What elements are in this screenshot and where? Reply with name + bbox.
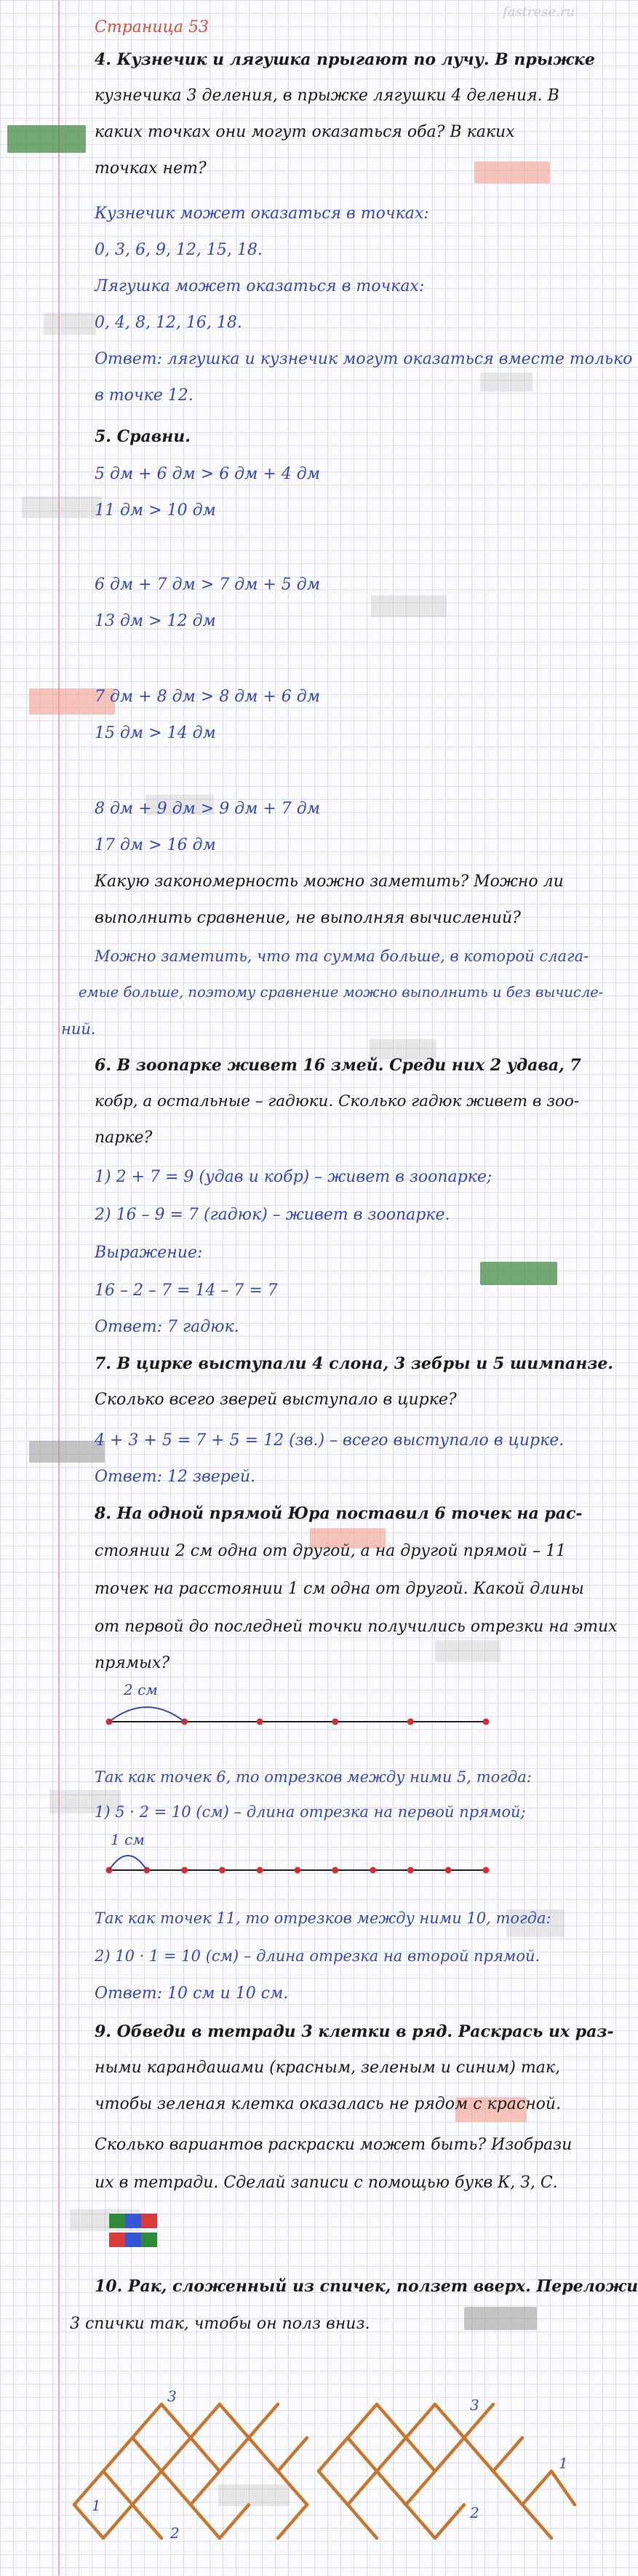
task5-expression: 8 дм + 9 дм > 9 дм + 7 дм <box>95 800 320 818</box>
task5-answer: ний. <box>61 1020 96 1038</box>
match-label: 3 <box>470 2396 479 2414</box>
task5-answer: Можно заметить, что та сумма больше, в которой слага- <box>95 947 589 965</box>
task4-question: точках нет? <box>95 159 207 178</box>
task5-expression: 15 дм > 14 дм <box>95 724 216 742</box>
task8-answer: Так как точек 11, то отрезков между ними 10, тогда: <box>95 1909 551 1927</box>
task8-answer: 2) 10 · 1 = 10 (см) – длина отрезка на второй прямой. <box>95 1947 541 1965</box>
task9-question: их в тетради. Сделай записи с помощью букв К, З, С. <box>95 2174 558 2192</box>
task4-answer: Кузнечик может оказаться в точках: <box>95 204 429 223</box>
task10-question: 3 спички так, чтобы он полз вниз. <box>70 2315 370 2333</box>
task9-question: 9. Обведи в тетради 3 клетки в ряд. Раскрась их раз- <box>95 2022 614 2041</box>
task4-answer: 0, 3, 6, 9, 12, 15, 18. <box>95 241 263 259</box>
task4-question: 4. Кузнечик и лягушка прыгают по лучу. В прыжке <box>95 50 595 69</box>
task5-answer: емые больше, поэтому сравнение можно выполнить и без вычисле- <box>79 984 604 1001</box>
task5-expression: 5 дм + 6 дм > 6 дм + 4 дм <box>95 465 320 483</box>
task5-expression: 7 дм + 8 дм > 8 дм + 6 дм <box>95 688 320 706</box>
task8-answer: Так как точек 6, то отрезков между ними 5, тогда: <box>95 1768 532 1786</box>
task5-expression: 6 дм + 7 дм > 7 дм + 5 дм <box>95 576 320 594</box>
task7-answer: Ответ: 12 зверей. <box>95 1468 256 1486</box>
task6-answer: 2) 16 – 9 = 7 (гадюк) – живет в зоопарке. <box>95 1206 450 1224</box>
match-label: 2 <box>470 2504 479 2521</box>
segment-label-1cm: 1 см <box>111 1831 145 1848</box>
task6-question: кобр, а остальные – гадюки. Сколько гадюк живет в зоо- <box>95 1092 580 1110</box>
task5-question: Какую закономерность можно заметить? Можно ли <box>95 872 564 891</box>
task6-answer: Ответ: 7 гадюк. <box>95 1318 239 1336</box>
watermark: fastrese.ru <box>503 4 575 20</box>
task10-question: 10. Рак, сложенный из спичек, ползет вверх. Переложи <box>95 2277 638 2296</box>
task4-answer: 0, 4, 8, 12, 16, 18. <box>95 314 242 332</box>
task5-expression: 13 дм > 12 дм <box>95 612 216 630</box>
segment-label-2cm: 2 см <box>124 1681 158 1698</box>
matchsticks-right <box>319 2404 575 2538</box>
task4-answer: в точке 12. <box>95 386 194 405</box>
task4-question: кузнечика 3 деления, в прыжке лягушки 4 деления. В <box>95 87 559 105</box>
task6-answer: 1) 2 + 7 = 9 (удав и кобр) – живет в зоопарке; <box>95 1168 493 1186</box>
task8-question: 8. На одной прямой Юра поставил 6 точек на рас- <box>95 1504 583 1523</box>
task5-question: выполнить сравнение, не выполняя вычислений? <box>95 909 521 927</box>
task6-question: 6. В зоопарке живет 16 змей. Среди них 2 удава, 7 <box>95 1056 581 1075</box>
task8-answer: 1) 5 · 2 = 10 (см) – длина отрезка на первой прямой; <box>95 1803 526 1821</box>
match-label: 1 <box>92 2497 101 2514</box>
task4-answer: Лягушка может оказаться в точках: <box>95 277 425 295</box>
task9-question: ными карандашами (красным, зеленым и синим) так, <box>95 2059 560 2077</box>
task6-answer: Выражение: <box>95 1244 203 1262</box>
task6-question: парке? <box>95 1129 153 1147</box>
task8-question: стоянии 2 см одна от другой, а на другой прямой – 11 <box>95 1542 567 1560</box>
match-label: 2 <box>170 2524 180 2542</box>
task7-question: 7. В цирке выступали 4 слона, 3 зебры и 5 шимпанзе. <box>95 1354 614 1373</box>
task7-answer: 4 + 3 + 5 = 7 + 5 = 12 (зв.) – всего выступало в цирке. <box>95 1431 565 1450</box>
task8-question: прямых? <box>95 1654 170 1672</box>
match-label: 1 <box>559 2454 568 2472</box>
task5-expression: 17 дм > 16 дм <box>95 836 216 854</box>
task6-answer: 16 – 2 – 7 = 14 – 7 = 7 <box>95 1281 278 1300</box>
task9-question: Сколько вариантов раскраски может быть? Изобрази <box>95 2136 573 2154</box>
task8-answer: Ответ: 10 см и 10 см. <box>95 1984 289 2003</box>
task5-title: 5. Сравни. <box>95 427 191 446</box>
task7-question: Сколько всего зверей выступало в цирке? <box>95 1391 457 1409</box>
match-label: 3 <box>167 2388 177 2405</box>
task9-question: чтобы зеленая клетка оказалась не рядом с красной. <box>95 2095 562 2113</box>
task8-question: точек на расстоянии 1 см одна от другой. Какой длины <box>95 1580 584 1598</box>
task4-answer: Ответ: лягушка и кузнечик могут оказаться вместе только <box>95 350 633 368</box>
page-header: Страница 53 <box>95 18 210 36</box>
task8-question: от первой до последней точки получились отрезки на этих <box>95 1618 618 1636</box>
task4-question: каких точках они могут оказаться оба? В каких <box>95 123 515 141</box>
task5-expression: 11 дм > 10 дм <box>95 501 216 520</box>
